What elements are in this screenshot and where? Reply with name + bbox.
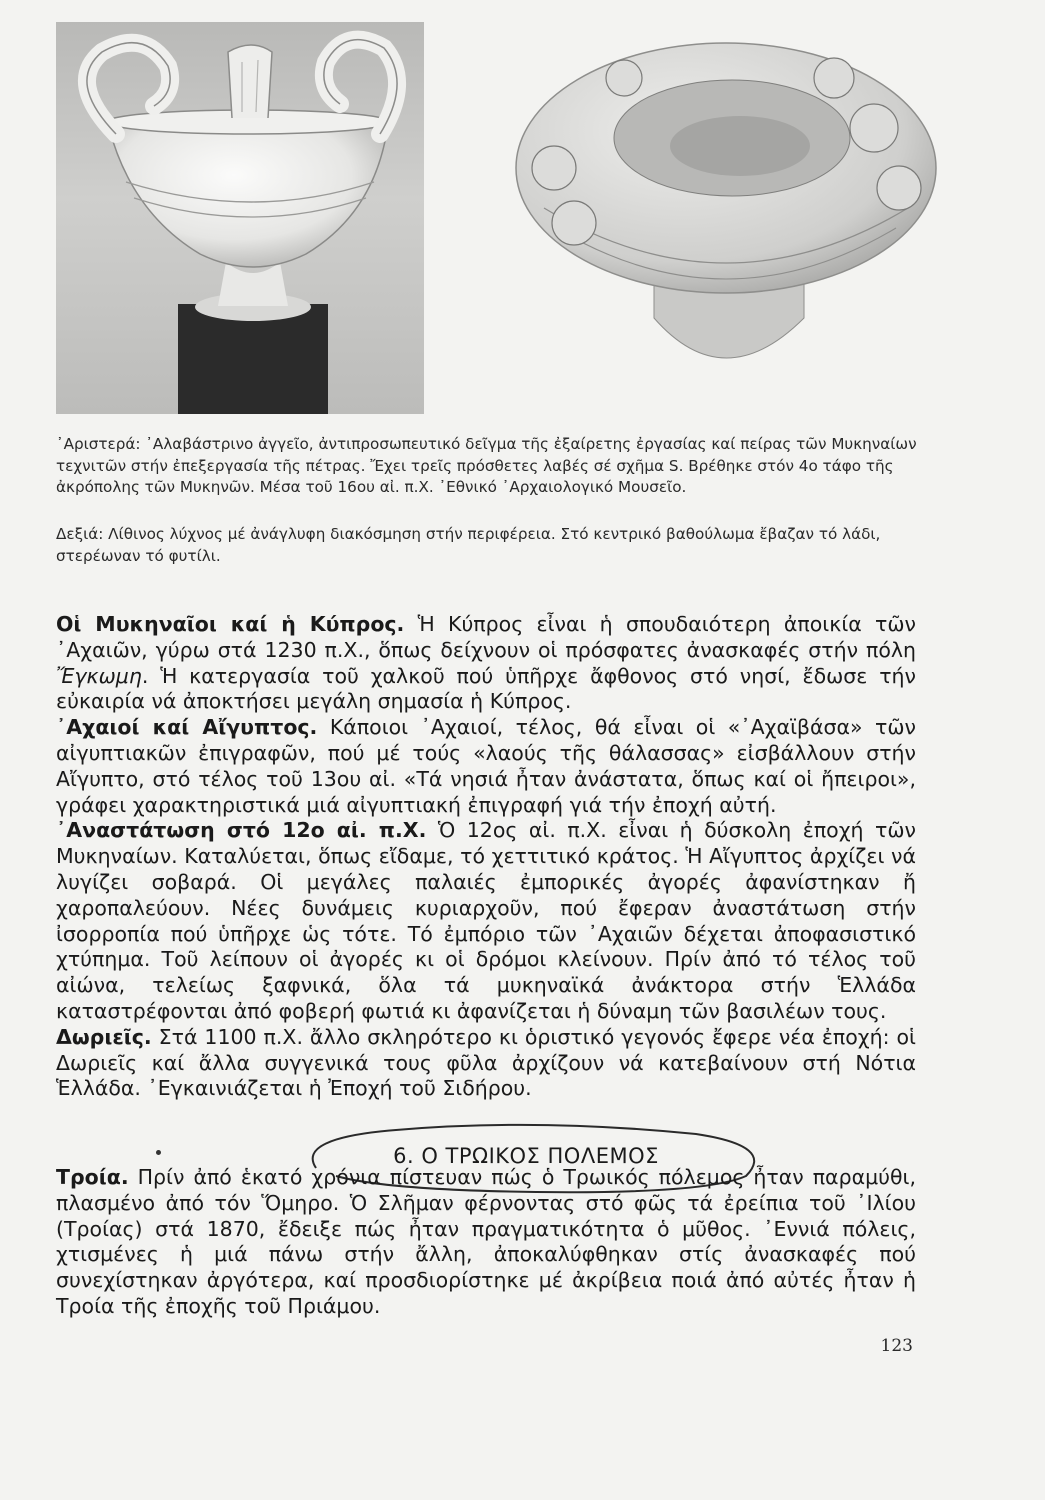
turmoil-text: Ὁ 12ος αἰ. π.Χ. εἶναι ἡ δύσκολη ἐποχή τῶν Μυκηναίων. Καταλύεται, ὅπως εἴδαμε, τό χεττιτικό κράτος. Ἡ Αἴγυπτος ἀρχίζει νά λυγίζει σοβαρά. Οἱ μεγάλες παλαιές ἐμπορικές ἀγορές ἀφανίστηκαν ἤ χαροπαλεύουν. Νέες δυνάμεις κυριαρχοῦν, πού ἔφεραν ἀναστάτωση στήν ἰσορροπία πού ὑπῆρχε ὡς τότε. Τό ἐμπόριο τῶν ᾿Αχαιῶν δέχεται ἀποφασιστικό χτύπημα. Τοῦ λείπουν οἱ ἀγορές κι οἱ δρόμοι κλείνουν. Πρίν ἀπό τό τέλος τοῦ αἰώνα, τελείως ξαφνικά, ὅλα τά μυκηναϊκά ἀνάκτορα στήν Ἑλλάδα καταστρέφονται ἀπό φοβερή φωτιά κι ἀφανίζεται ἡ δύναμη τῶν βασιλέων τους.	[56, 818, 916, 1023]
troy-text-block	[56, 1165, 916, 1320]
heading-turmoil: ᾿Αναστάτωση στό 12ο αἰ. π.Χ.	[56, 818, 427, 843]
heading-cyprus: Οἱ Μυκηναῖοι καί ἡ Κύπρος.	[56, 612, 405, 636]
caption-right: Δεξιά: Λίθινος λύχνος μέ ἀνάγλυφη διακόσμηση στήν περιφέρεια. Στό κεντρικό βαθούλωμα ἔβαζαν τό λάδι, στερέωναν τό φυτίλι.	[56, 525, 881, 565]
egypt-text: Κάποιοι ᾿Αχαιοί, τέλος, θά εἶναι οἱ «᾿Αχαϊβάσα» τῶν αἰγυπτιακῶν ἐπιγραφῶν, πού μέ τούς «λαούς τῆς θάλασσας» εἰσβάλλουν στήν Αἴγυπτο, στό τέλος τοῦ 13ου αἰ. «Τά νησιά ἦταν ἀνάστατα, ὅπως καί οἱ ἤπειροι», γράφει χαρακτηριστικά μιά αἰγυπτιακή ἐπιγραφή γιά τήν ἐποχή αὐτή.	[56, 715, 917, 817]
dorians-text: Στά 1100 π.Χ. ἄλλο σκληρότερο κι ὁριστικό γεγονός ἔφερε νέα ἐποχή: οἱ Δωριεῖς καί ἄλλα συγγενικά τους φῦλα ἀρχίζουν νά κατεβαίνουν στή Νότια Ἑλλάδα. ᾿Εγκαινιάζεται ἡ Ἐποχή τοῦ Σιδήρου.	[56, 1024, 916, 1101]
paragraph-egypt	[56, 715, 916, 818]
chapter-heading: 6. Ο ΤΡΩΙΚΟΣ ΠΟΛΕΜΟΣ	[393, 1144, 659, 1168]
paragraph-troy	[56, 1165, 916, 1320]
caption-left: ᾿Αριστερά: ᾿Αλαβάστρινο ἀγγεῖο, ἀντιπροσωπευτικό δεῖγμα τῆς ἐξαίρετης ἐργασίας καί πείρας τῶν Μυκηναίων τεχνιτῶν στήν ἐπεξεργασία τῆς πέτρας. Ἔχει τρεῖς πρόσθετες λαβές σέ σχῆμα S. Βρέθηκε στόν 4ο τάφο τῆς ἀκρόπολης τῶν Μυκηνῶν. Μέσα τοῦ 16ου αἰ. π.Χ. ᾿Εθνικό ᾿Αρχαιολογικό Μουσεῖο.	[56, 435, 917, 496]
stone-lamp-illustration	[504, 18, 948, 398]
page-number: 123	[880, 1336, 913, 1356]
heading-egypt: ᾿Αχαιοί καί Αἴγυπτος.	[56, 715, 318, 740]
place-name-enkomi: Ἔγκωμη	[56, 663, 142, 688]
stone-lamp-photo	[504, 18, 948, 398]
paragraph-turmoil	[56, 818, 916, 1024]
heading-troy: Τροία.	[56, 1165, 129, 1189]
cyprus-text-a: Ἡ Κύπρος εἶναι ἡ σπουδαιότερη ἀποικία τῶν ᾿Αχαιῶν, γύρω στά 1230 π.Χ., ὅπως δείχνουν οἱ πρόσφατες ἀνασκαφές στήν πόλη	[56, 612, 916, 662]
troy-text: Πρίν ἀπό ἑκατό χρόνια πίστευαν πώς ὁ Τρωικός πόλεμος ἦταν παραμύθι, πλασμένο ἀπό τόν Ὅμηρο. Ὁ Σλῆμαν φέρνοντας στό φῶς τά ἐρείπια τοῦ ᾿Ιλίου (Τροίας) στά 1870, ἔδειξε πώς ἦταν πραγματικότητα ὁ μῦθος. ᾿Εννιά πόλεις, χτισμένες ἡ μιά πάνω στήν ἄλλη, ἀποκαλύφθηκαν στίς ἀνασκαφές πού συνεχίστηκαν ἀργότερα, καί προσδιορίστηκε μέ ἀκρίβεια ποιά ἀπό αὐτές ἦταν ἡ Τροία τῆς ἐποχῆς τοῦ Πριάμου.	[56, 1165, 916, 1318]
alabaster-vase-illustration	[56, 22, 424, 414]
main-text	[56, 612, 916, 1102]
heading-dorians: Δωριεῖς.	[56, 1024, 152, 1049]
cyprus-text-b: . Ἡ κατεργασία τοῦ χαλκοῦ πού ὑπῆρχε ἄφθονος στό νησί, ἔδωσε τήν εὐκαιρία νά ἀποκτήσει μεγάλη σημασία ἡ Κύπρος.	[56, 663, 916, 714]
bullet-mark	[156, 1150, 161, 1155]
paragraph-cyprus	[56, 612, 916, 715]
paragraph-dorians	[56, 1025, 916, 1102]
alabaster-vase-photo	[56, 22, 424, 414]
